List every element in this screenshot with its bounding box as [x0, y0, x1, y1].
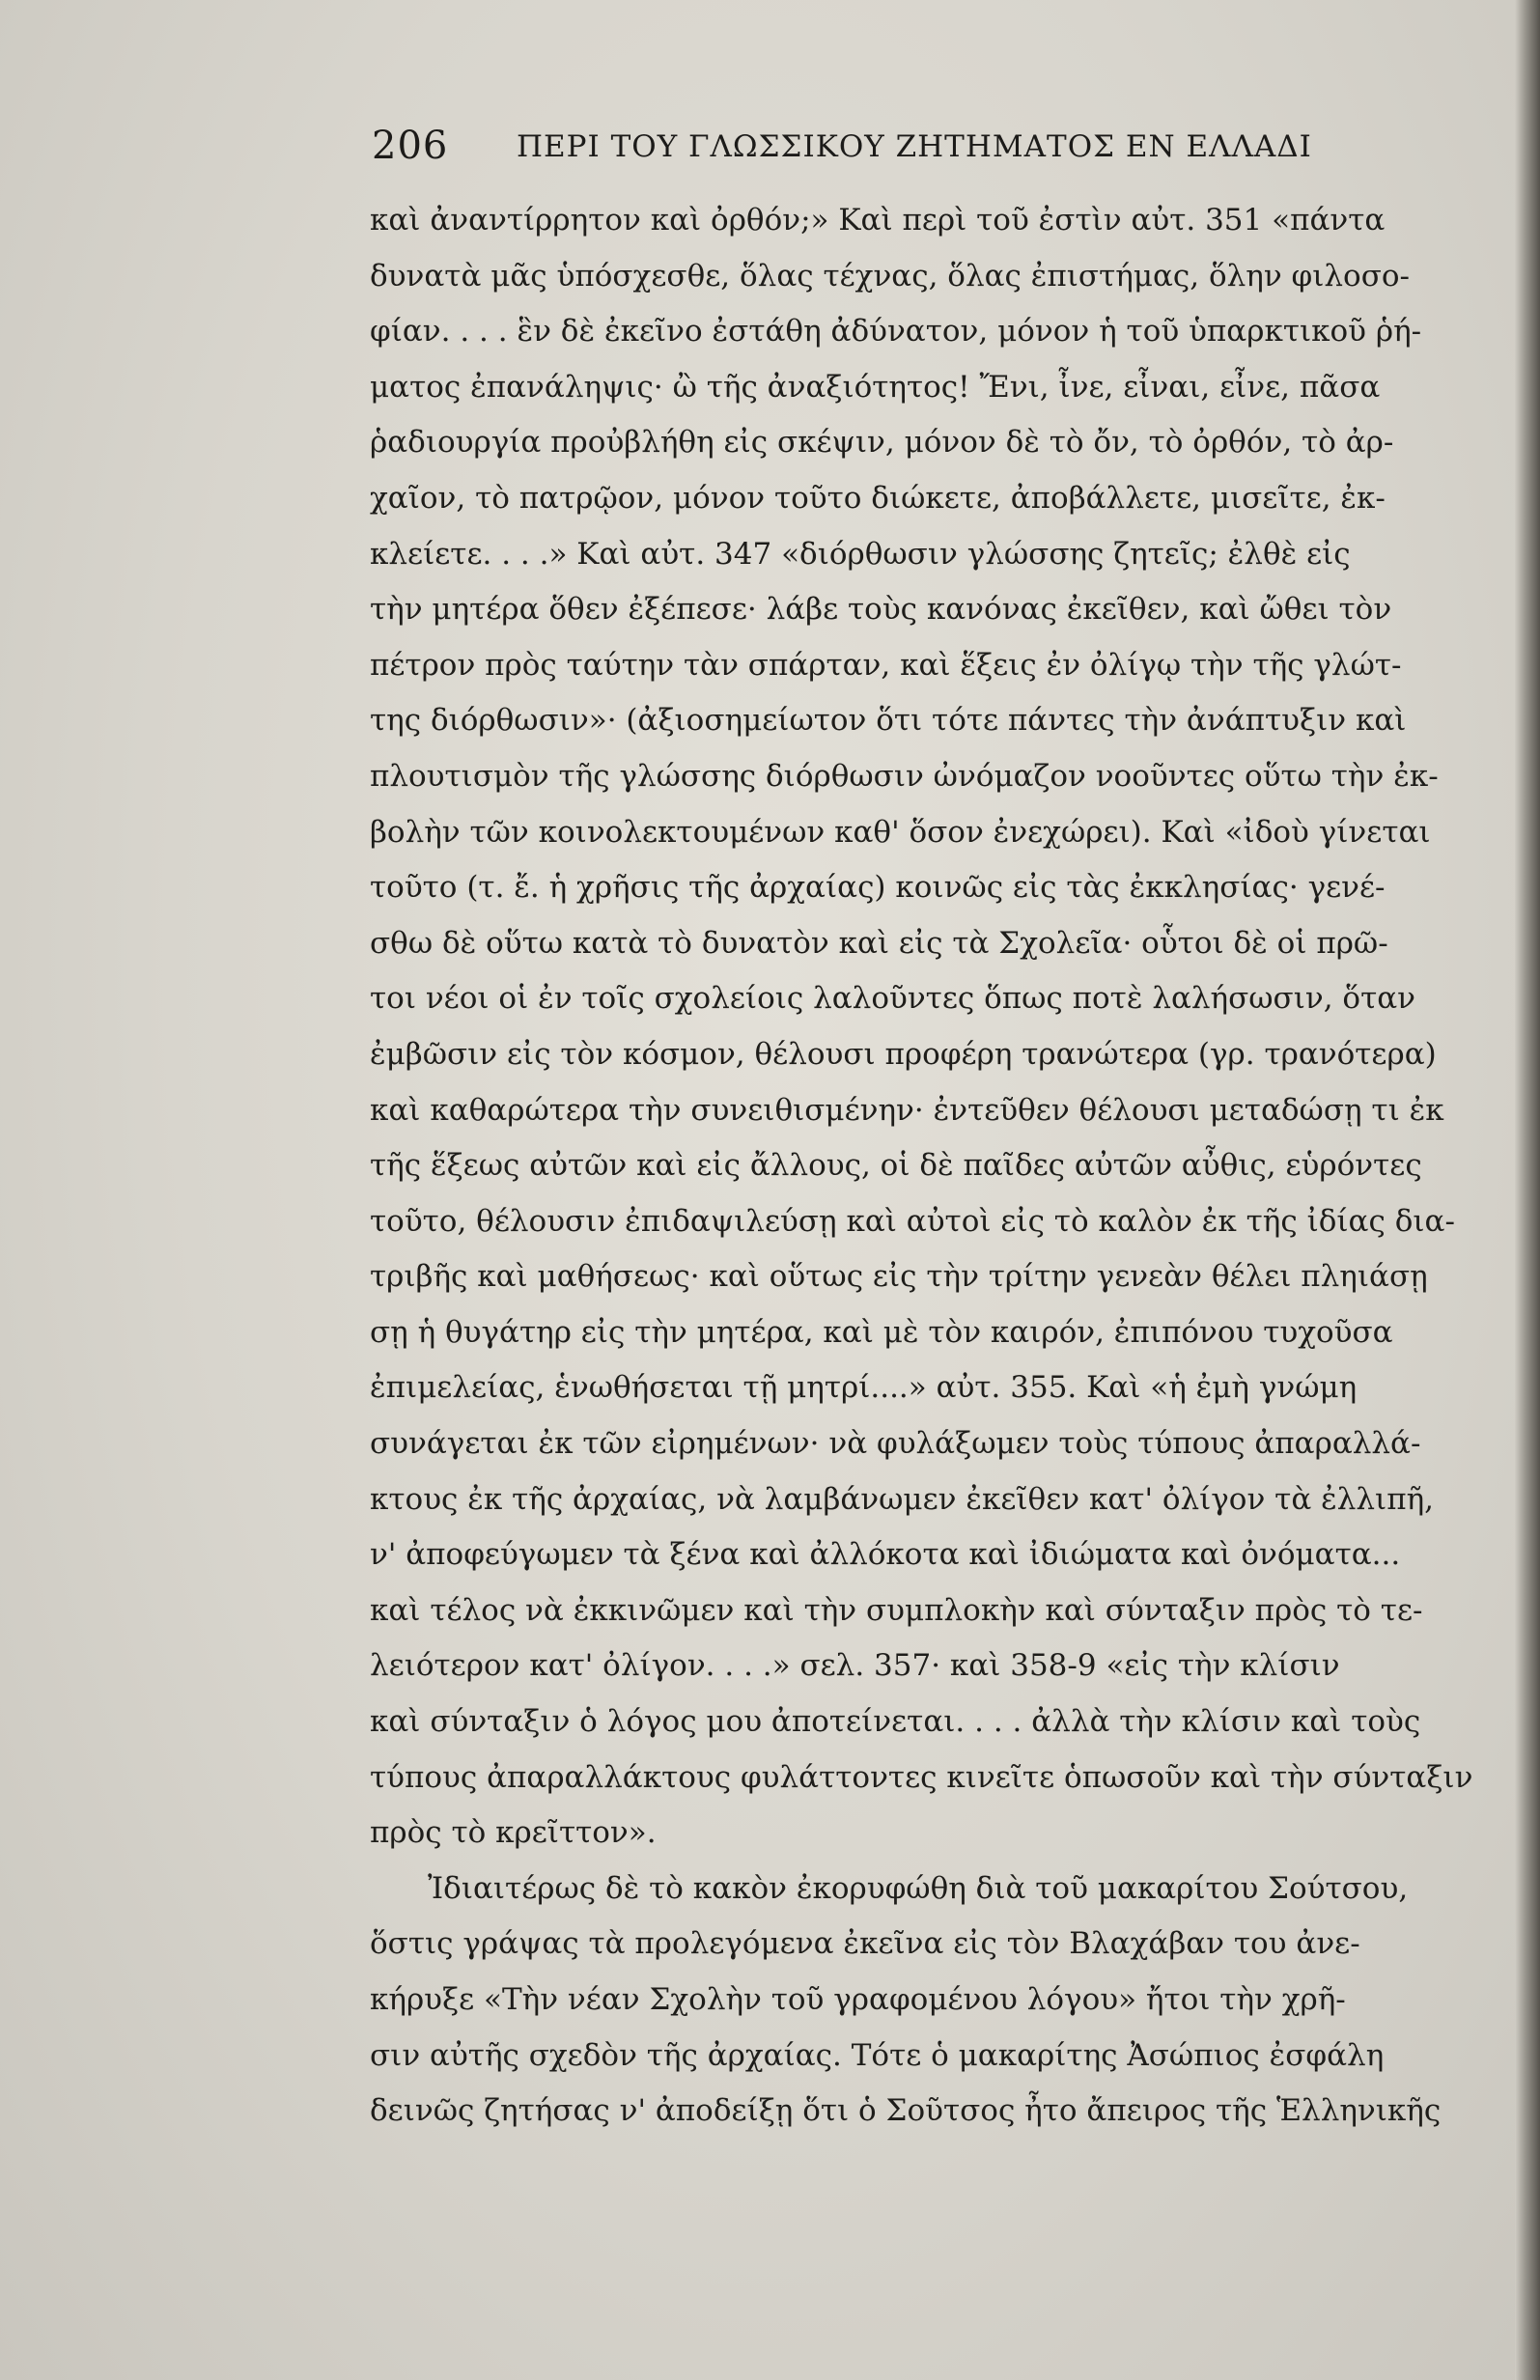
text-line: τὴν μητέρα ὅθεν ἐξέπεσε· λάβε τοὺς κανόνας ἐκεῖθεν, καὶ ὤθει τὸν	[370, 592, 1392, 628]
text-line: ἐμβῶσιν εἰς τὸν κόσμον, θέλουσι προφέρη τρανώτερα (γρ. τρανότερα)	[370, 1036, 1437, 1072]
text-line: ματος ἐπανάληψις· ὢ τῆς ἀναξιότητος! Ἔνι, ἶνε, εἶναι, εἶνε, πᾶσα	[370, 369, 1381, 405]
text-line: βολὴν τῶν κοινολεκτουμένων καθ' ὅσον ἐνεχώρει). Καὶ «ἰδοὺ γίνεται	[370, 814, 1431, 850]
text-line: χαῖον, τὸ πατρῷον, μόνον τοῦτο διώκετε, ἀποβάλλετε, μισεῖτε, ἐκ-	[370, 480, 1386, 516]
text-line: ῥαδιουργία προὐβλήθη εἰς σκέψιν, μόνον δὲ τὸ ὄν, τὸ ὀρθόν, τὸ ἀρ-	[370, 425, 1394, 461]
text-line: σθω δὲ οὕτω κατὰ τὸ δυνατὸν καὶ εἰς τὰ Σχολεῖα· οὗτοι δὲ οἱ πρῶ-	[370, 925, 1388, 961]
text-line: τύπους ἀπαραλλάκτους φυλάττοντες κινεῖτε ὁπωσοῦν καὶ τὴν σύνταξιν	[370, 1759, 1473, 1795]
text-line: καὶ καθαρώτερα τὴν συνειθισμένην· ἐντεῦθεν θέλουσι μεταδώσῃ τι ἐκ	[370, 1092, 1444, 1128]
text-line: σιν αὐτῆς σχεδὸν τῆς ἀρχαίας. Τότε ὁ μακαρίτης Ἀσώπιος ἐσφάλη	[370, 2037, 1385, 2073]
text-line: καὶ τέλος νὰ ἐκκινῶμεν καὶ τὴν συμπλοκὴν καὶ σύνταξιν πρὸς τὸ τε-	[370, 1592, 1423, 1628]
text-line: συνάγεται ἐκ τῶν εἰρημένων· νὰ φυλάξωμεν τοὺς τύπους ἀπαραλλά-	[370, 1426, 1421, 1462]
text-line: καὶ ἀναντίρρητον καὶ ὀρθόν;» Καὶ περὶ τοῦ ἐστὶν αὐτ. 351 «πάντα	[370, 203, 1386, 238]
running-title: ΠΕΡΙ ΤΟΥ ΓΛΩΣΣΙΚΟΥ ΖΗΤΗΜΑΤΟΣ ΕΝ ΕΛΛΑΔΙ	[517, 129, 1312, 164]
text-line: καὶ σύνταξιν ὁ λόγος μου ἀποτείνεται. . . . ἀλλὰ τὴν κλίσιν καὶ τοὺς	[370, 1704, 1421, 1740]
text-line: πλουτισμὸν τῆς γλώσσης διόρθωσιν ὠνόμαζον νοοῦντες οὕτω τὴν ἐκ-	[370, 758, 1439, 794]
text-line: φίαν. . . . ἓν δὲ ἐκεῖνο ἐστάθη ἀδύνατον, μόνον ἡ τοῦ ὑπαρκτικοῦ ῥή-	[370, 314, 1422, 350]
text-line: σῃ ἡ θυγάτηρ εἰς τὴν μητέρα, καὶ μὲ τὸν καιρόν, ἐπιπόνου τυχοῦσα	[370, 1314, 1393, 1350]
text-line: ν' ἀποφεύγωμεν τὰ ξένα καὶ ἀλλόκοτα καὶ ἰδιώματα καὶ ὀνόματα...	[370, 1537, 1401, 1573]
paragraph-start-line: Ἰδιαιτέρως δὲ τὸ κακὸν ἐκορυφώθη διὰ τοῦ μακαρίτου Σούτσου,	[428, 1870, 1409, 1906]
text-line: τριβῆς καὶ μαθήσεως· καὶ οὕτως εἰς τὴν τρίτην γενεὰν θέλει πληιάσῃ	[370, 1259, 1428, 1295]
text-line: δεινῶς ζητήσας ν' ἀποδείξῃ ὅτι ὁ Σοῦτσος ἦτο ἄπειρος τῆς Ἑλληνικῆς	[370, 2093, 1442, 2129]
text-line: ἐπιμελείας, ἑνωθήσεται τῇ μητρί....» αὐτ. 355. Καὶ «ἡ ἐμὴ γνώμη	[370, 1370, 1358, 1406]
text-line: ὅστις γράψας τὰ προλεγόμενα ἐκεῖνα εἰς τὸν Βλαχάβαν του ἀνε-	[370, 1926, 1360, 1962]
text-line: της διόρθωσιν»· (ἀξιοσημείωτον ὅτι τότε πάντες τὴν ἀνάπτυξιν καὶ	[370, 703, 1407, 739]
page-header	[372, 124, 1366, 182]
text-line: λειότερον κατ' ὀλίγον. . . .» σελ. 357· καὶ 358-9 «εἰς τὴν κλίσιν	[370, 1648, 1340, 1684]
page-number: 206	[372, 124, 449, 168]
text-line: τῆς ἕξεως αὐτῶν καὶ εἰς ἄλλους, οἱ δὲ παῖδες αὐτῶν αὖθις, εὑρόντες	[370, 1148, 1422, 1184]
text-line: κήρυξε «Τὴν νέαν Σχολὴν τοῦ γραφομένου λόγου» ἤτοι τὴν χρῆ-	[370, 1982, 1346, 2017]
text-line: τοῦτο (τ. ἔ. ἡ χρῆσις τῆς ἀρχαίας) κοινῶς εἰς τὰς ἐκκλησίας· γενέ-	[370, 870, 1386, 906]
text-line: κτους ἐκ τῆς ἀρχαίας, νὰ λαμβάνωμεν ἐκεῖθεν κατ' ὀλίγον τὰ ἐλλιπῆ,	[370, 1481, 1434, 1517]
text-line: δυνατὰ μᾶς ὑπόσχεσθε, ὅλας τέχνας, ὅλας ἐπιστήμας, ὅλην φιλοσο-	[370, 258, 1411, 294]
text-line: τοῦτο, θέλουσιν ἐπιδαψιλεύσῃ καὶ αὐτοὶ εἰς τὸ καλὸν ἐκ τῆς ἰδίας δια-	[370, 1203, 1455, 1239]
text-line: κλείετε. . . .» Καὶ αὐτ. 347 «διόρθωσιν γλώσσης ζητεῖς; ἐλθὲ εἰς	[370, 536, 1351, 572]
text-line: τοι νέοι οἱ ἐν τοῖς σχολείοις λαλοῦντες ὅπως ποτὲ λαλήσωσιν, ὅταν	[370, 981, 1416, 1017]
page-edge-shadow	[1515, 0, 1540, 2380]
body-text	[370, 193, 1495, 2140]
text-line: πέτρον πρὸς ταύτην τὰν σπάρταν, καὶ ἕξεις ἐν ὀλίγῳ τὴν τῆς γλώτ-	[370, 647, 1402, 683]
text-line: πρὸς τὸ κρεῖττον».	[370, 1815, 657, 1851]
